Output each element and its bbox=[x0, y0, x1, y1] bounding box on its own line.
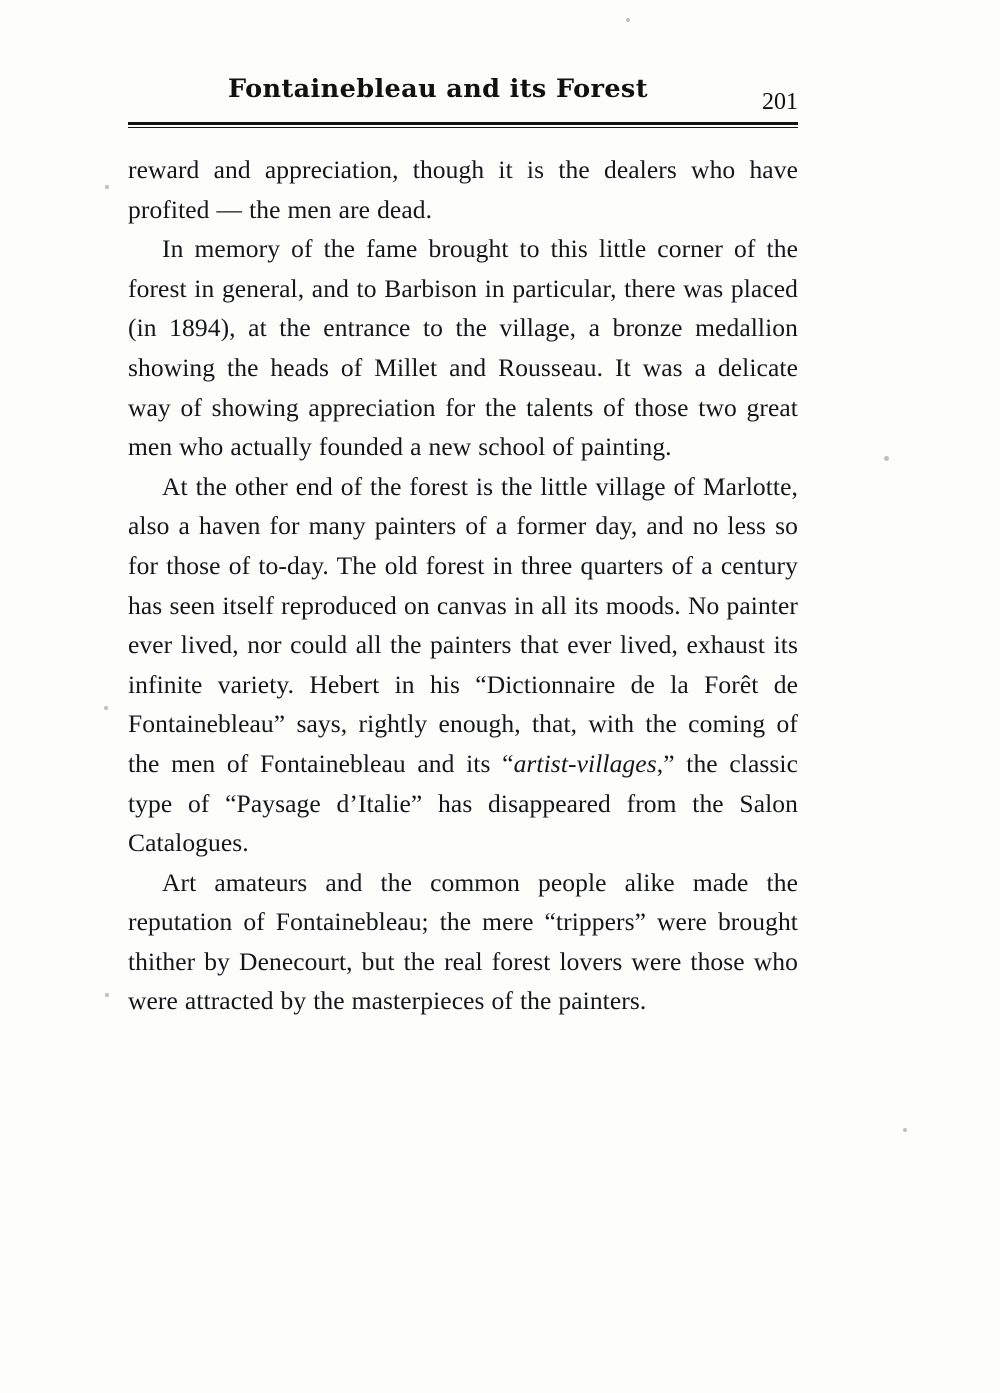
header-rule bbox=[128, 122, 798, 128]
page-number: 201 bbox=[762, 89, 798, 115]
text-run: At the other end of the forest is the little village of Marlotte, also a haven for many painters of a former day, and no less so for those of to-day. The old forest in three quarters of a century has seen itself reproduced on canvas in all its moods. No painter ever lived, nor could all the painters that ever lived, exhaust its infinite variety. Hebert in his “Dictionnaire de la Forêt de Fontainebleau” says, rightly enough, that, with the coming of the men of Fontainebleau and its “ bbox=[128, 471, 798, 778]
running-head bbox=[128, 74, 798, 118]
paragraph bbox=[128, 150, 798, 229]
text-run: reward and appreciation, though it is the dealers who have profited — the men are dead. bbox=[128, 155, 798, 224]
scan-speck bbox=[884, 456, 889, 461]
emphasis-text: artist-villages bbox=[513, 748, 657, 778]
scan-speck bbox=[626, 18, 630, 22]
text-run: ,” the classic type of “Paysage d’Italie” has disappeared from the Salon Catalogues. bbox=[128, 748, 799, 858]
scan-speck bbox=[105, 993, 109, 997]
scan-speck bbox=[903, 1128, 907, 1132]
page-title: Fontainebleau and its Forest bbox=[228, 74, 648, 104]
paragraph bbox=[128, 863, 798, 1021]
text-run: Art amateurs and the common people alike made the reputation of Fontainebleau; the mere “trippers” were brought thither by Denecourt, but the real forest lovers were those who were attracted by the masterpieces of the painters. bbox=[128, 867, 798, 1016]
paragraph bbox=[128, 467, 798, 863]
scan-speck bbox=[104, 706, 108, 710]
text-run: In memory of the fame brought to this little corner of the forest in general, and to Barbison in particular, there was placed (in 1894), at the entrance to the village, a bronze medallion showing the heads of Millet and Rousseau. It was a delicate way of showing appreciation for the talents of those two great men who actually founded a new school of painting. bbox=[128, 234, 798, 462]
scan-speck bbox=[105, 185, 109, 189]
paragraph bbox=[128, 229, 798, 467]
body-text bbox=[128, 150, 798, 1021]
